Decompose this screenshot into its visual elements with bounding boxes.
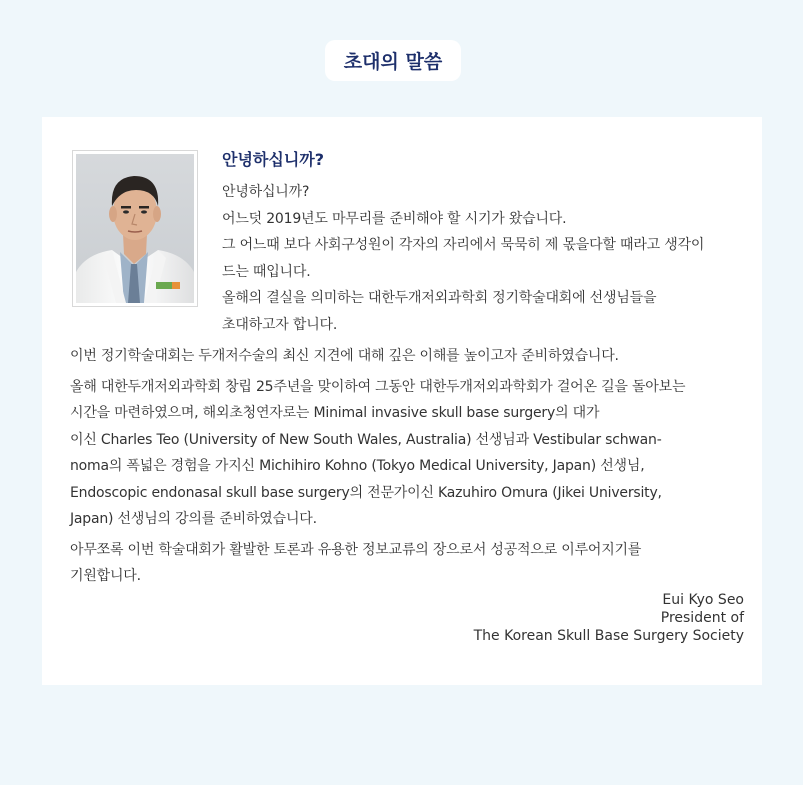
body-paragraph-2-line: Japan) 선생님의 강의를 준비하였습니다. [70, 511, 317, 527]
section-title-badge [325, 40, 461, 81]
page-title: 초대의 말씀 [343, 51, 443, 73]
intro-line: 어느덧 2019년도 마무리를 준비해야 할 시기가 왔습니다. [222, 210, 567, 227]
body-paragraph-2-line: 이신 Charles Teo (University of New South Wales, Australia) 선생님과 Vestibular schwan- [70, 431, 662, 448]
intro-line: 초대하고자 합니다. [222, 316, 338, 333]
invitation-body [70, 343, 750, 590]
intro-line: 드는 때입니다. [222, 263, 311, 280]
intro-line: 올해의 결실을 의미하는 대한두개저외과학회 정기학술대회에 선생님들을 [222, 290, 657, 306]
signature-organization: The Korean Skull Base Surgery Society [473, 628, 744, 644]
intro-line: 안녕하십니까? [222, 184, 310, 200]
greeting-card [42, 117, 762, 685]
body-paragraph-1-line: 이번 정기학술대회는 두개저수술의 최신 지견에 대해 깊은 이해를 높이고자 준비하였습니다. [70, 348, 619, 364]
greeting-heading: 안녕하십니까? [222, 150, 325, 169]
president-photo-frame [72, 150, 198, 307]
intro-section [222, 147, 752, 338]
body-paragraph-2-line: Endoscopic endonasal skull base surgery의 전문가이신 Kazuhiro Omura (Jikei University, [70, 484, 662, 501]
body-paragraph-2-line: 올해 대한두개저외과학회 창립 25주년을 맞이하여 그동안 대한두개저외과학회가 걸어온 길을 돌아보는 [70, 378, 686, 395]
signature-name: Eui Kyo Seo [662, 592, 744, 608]
body-paragraph-3-line: 기원합니다. [70, 568, 141, 584]
signature-position: President of [660, 610, 744, 626]
body-paragraph-2-line: noma의 폭넓은 경험을 가지신 Michihiro Kohno (Tokyo Medical University, Japan) 선생님, [70, 458, 645, 474]
president-portrait-photo [76, 154, 194, 303]
intro-line: 그 어느때 보다 사회구성원이 각자의 자리에서 묵묵히 제 몫을다할 때라고 생각이 [222, 237, 705, 253]
body-paragraph-2-line: 시간을 마련하였으며, 해외초청연자로는 Minimal invasive skull base surgery의 대가 [70, 405, 600, 421]
signature-block [474, 591, 744, 645]
body-paragraph-3-line: 아무쪼록 이번 학술대회가 활발한 토론과 유용한 정보교류의 장으로서 성공적으로 이루어지기를 [70, 541, 642, 558]
